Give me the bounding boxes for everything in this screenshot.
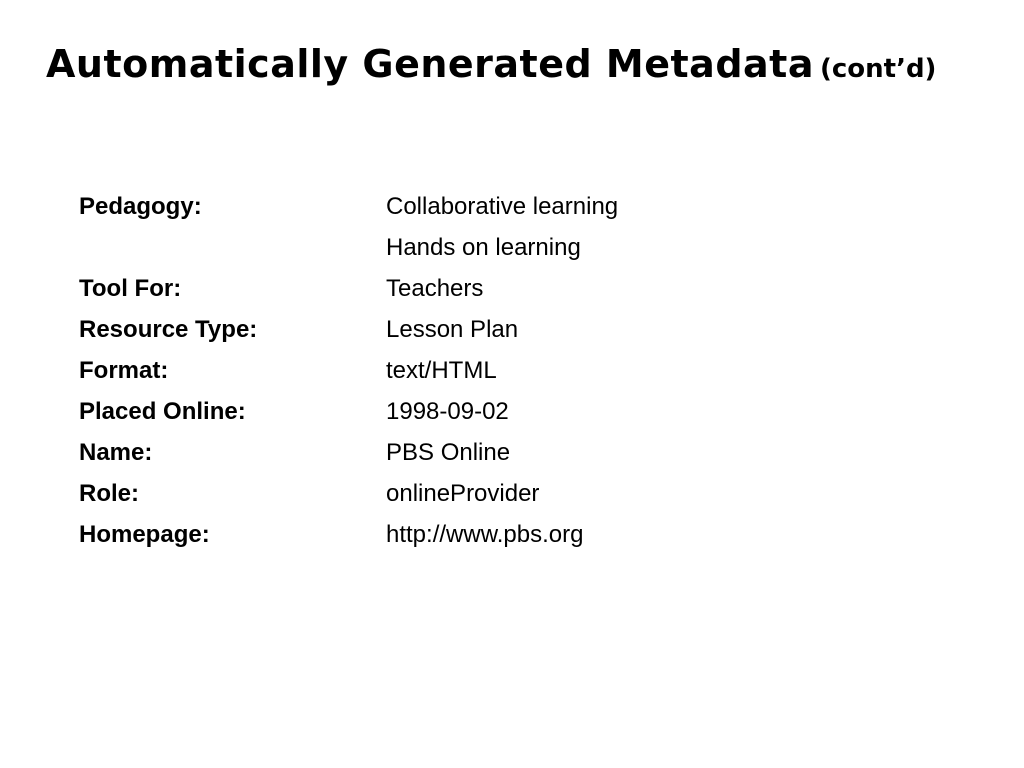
metadata-row-tool-for: [79, 268, 779, 309]
metadata-row-resource-type: [79, 309, 779, 350]
metadata-row-format: [79, 350, 779, 391]
metadata-row-pedagogy: [79, 186, 779, 227]
metadata-row-name: [79, 432, 779, 473]
slide-title: [46, 44, 936, 86]
slide-title-main: Automatically Generated Metadata: [46, 42, 814, 86]
metadata-table: [79, 186, 779, 555]
metadata-label: Name:: [79, 438, 153, 466]
metadata-value: onlineProvider: [386, 479, 540, 507]
metadata-label: Homepage:: [79, 520, 210, 548]
metadata-row-role: [79, 473, 779, 514]
metadata-value: 1998-09-02: [386, 397, 509, 425]
metadata-label: Pedagogy:: [79, 192, 202, 220]
metadata-value: Collaborative learning: [386, 192, 619, 220]
metadata-label: Placed Online:: [79, 397, 246, 425]
metadata-row-placed-online: [79, 391, 779, 432]
metadata-label: Format:: [79, 356, 169, 384]
metadata-row-pedagogy-continued: [79, 227, 779, 268]
metadata-value: Hands on learning: [386, 233, 581, 261]
metadata-value: Teachers: [386, 274, 484, 302]
metadata-label: Role:: [79, 479, 139, 507]
metadata-value: text/HTML: [386, 356, 497, 384]
metadata-value: http://www.pbs.org: [386, 520, 584, 548]
metadata-label: Tool For:: [79, 274, 182, 302]
slide-title-suffix: (cont’d): [819, 54, 937, 84]
metadata-label: Resource Type:: [79, 315, 258, 343]
metadata-value: Lesson Plan: [386, 315, 519, 343]
metadata-value: PBS Online: [386, 438, 511, 466]
metadata-row-homepage: [79, 514, 779, 555]
